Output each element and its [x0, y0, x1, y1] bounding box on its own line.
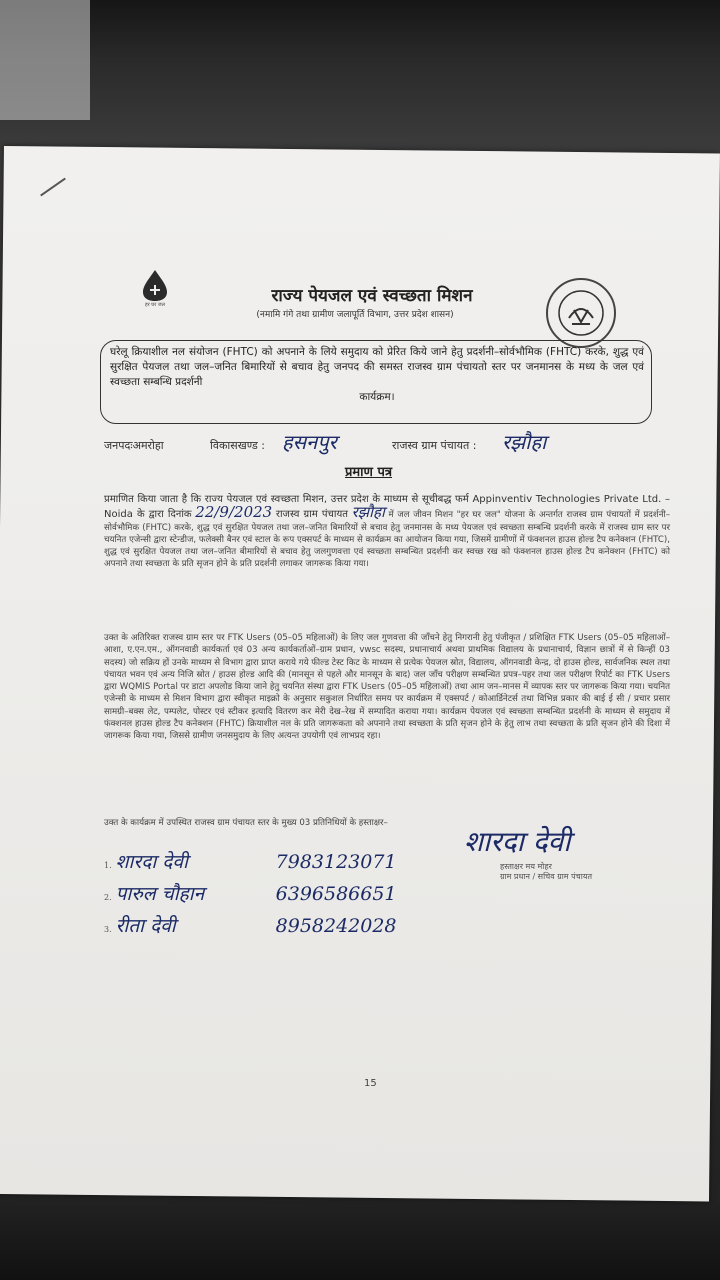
program-description-end: कार्यक्रम। [359, 391, 395, 403]
paragraph-2: उक्त के अतिरिक्त राजस्व ग्राम स्तर पर FTK Users (05–05 महिलाओं) के लिए जल गुणवत्ता की जाँचने हेतु निगरानी हेतु पंजीकृत / प्रशिक्षित FTK Users (05–05 महिलाओं–आशा, ए.एन.एम., ऑगनवाडी कार्यकर्ता एवं 03 अन्य कार्यकर्ताओं–ग्राम प्रधान, vwsc सदस्य, प्रधानाचार्य अथवा प्राथमिक विद्यालय के प्रधानाचार्य, विज्ञान छात्रों में से किन्हीं 03 सदस्य) जो सक्रिय हों उनके माध्यम से विभाग द्वारा प्राप्त कराये गये फील्ड टेस्ट किट के माध्यम से प्रत्येक पेयजल स्रोत, विद्यालय, ऑगनवाडी केन्द्र, दो हाउस होल्ड, सार्वजनिक स्थल तथा पंचायत भवन एवं अन्य निजि स्रोत / हाउस होल्ड आदि की (मानसून से पहले और मानसून के बाद) जल जाँच परीक्षण सम्बन्धित प्रपत्र–पहर तथा जल परीक्षण रिपोर्ट का FTK Users द्वारा WQMIS Portal पर डाटा अपलोड किया जाने हेतु चयनित संस्था द्वारा FTK Users (05–05 महिलाओं) तथा आम जन–मानस में व्यापक स्तर पर जागरूक किया गया। चयनित एजेन्सी के माध्यम से मिशन विभाग द्वारा स्वीकृत माइक्रो के अनुसार सकुशल निर्धारित समय पर कार्यक्रम में एक्सपर्ट / कोआर्डिनेटर्स तथा विभिन्न प्रकार की बाई ई सी / प्रचार प्रसार सामग्री–बक्स लेट, पम्पलेट, पोस्टर एवं स्टीकर इत्यादि वितरण कर मेरी देख–रेख में सम्पादित कराया गया। कार्यक्रम पेयजल एवं स्वच्छता सम्बन्धित प्रदर्शनी के माध्यम से समुदाय में फंक्शनल हाउस होल्ड टैप कनेक्शन (FHTC) क्रियाशील नल के प्रति जागरूकता को अपनाने तथा स्वच्छता के प्रति सृजन होने के हेतु लाभ तथा स्वच्छता के प्रति सृजन होने की दिशा में जागरूक किया गया, जिससे ग्रामीण जनसमुदाय के लिए अत्यन्त उपयोगी एवं लाभप्रद रहा। [104, 633, 670, 742]
document-title: राज्य पेयजल एवं स्वच्छता मिशन [271, 286, 473, 306]
water-drop-icon [128, 268, 182, 302]
background-floor [0, 0, 90, 120]
signatures-label: उक्त के कार्यक्रम में उपस्थित राजस्व ग्राम पंचायत स्तर के मुख्य 03 प्रतिनिधियों के हस्ताक्षर– [104, 818, 388, 828]
program-village: रझौहा [351, 503, 385, 522]
signature-number: 1. [104, 861, 112, 870]
signature-name: पारुल चौहान [115, 883, 205, 905]
page-number: 15 [364, 1078, 377, 1089]
paragraph-1 [104, 494, 670, 571]
stamp-line-2: ग्राम प्रधान / सचिव ग्राम पंचायत [500, 872, 593, 881]
signature-row [104, 912, 397, 938]
gram-panchayat-label: राजस्व ग्राम पंचायत : [392, 439, 477, 452]
signature-row [104, 880, 397, 906]
pradhan-signature: शारदा देवी [464, 825, 571, 858]
stamp-line-1: हस्ताक्षर मय मोहर [500, 862, 552, 871]
official-stamp [500, 862, 600, 882]
paragraph-1-lead: प्रमाणित किया जाता है कि राज्य पेयजल एवं स्वच्छता मिशन, उत्तर प्रदेश के माध्यम से सूचीबद्ध फर्म Appinventiv Technologies Private Ltd. – Noida के द्वारा दिनांक [104, 494, 670, 521]
program-date: 22/9/2023 [195, 503, 273, 522]
vikaskhand-label: विकासखण्ड : [210, 439, 266, 452]
program-description [110, 345, 644, 405]
signature-phone: 6396586651 [275, 883, 397, 905]
signature-row [104, 848, 397, 874]
signature-name: रीता देवी [115, 915, 176, 937]
signature-phone: 7983123071 [275, 851, 397, 873]
gram-panchayat-value: रझौहा [502, 430, 547, 454]
up-government-seal [546, 278, 616, 348]
paragraph-1-mid: राजस्व ग्राम पंचायत [275, 509, 348, 521]
vikaskhand-value: हसनपुर [282, 430, 337, 454]
signature-number: 2. [104, 893, 112, 902]
jal-jeevan-logo [128, 268, 182, 330]
certificate-title: प्रमाण पत्र [345, 465, 393, 480]
signature-phone: 8958242028 [275, 915, 397, 937]
document-subtitle: (नमामि गंगे तथा ग्रामीण जलापूर्ति विभाग, उत्तर प्रदेश शासन) [256, 310, 454, 320]
signature-name: शारदा देवी [115, 851, 188, 873]
program-description-text: घरेलू क्रियाशील नल संयोजन (FHTC) को अपनाने के लिये समुदाय को प्रेरित किये जाने हेतु प्रदर्शनी–सोर्वभौमिक (FHTC) करके, शुद्ध एवं सुरक्षित पेयजल तथा जल–जनित बिमारियों से बचाव हेतु जनपद की समस्त राजस्व ग्राम पंचायतो स्तर पर जनमानस के मध्य के जल एवं स्वच्छता सम्बन्धि प्रदर्शनी [110, 346, 644, 388]
signature-number: 3. [104, 925, 112, 934]
janpad-label: जनपदःअमरोहा [104, 439, 164, 452]
logo-caption: हर घर जल [145, 302, 165, 308]
emblem-icon [556, 288, 606, 338]
paragraph-1-rest: में जल जीवन मिशन "हर घर जल" योजना के अन्तर्गत राजस्व ग्राम पंचायतों में प्रदर्शनी–सोर्वभौमिक (FHTC) करके, शुद्ध एवं सुरक्षित पेयजल तथा जल–जनित बिमारियों से बचाव हेतु जनमानस के मध्य पेयजल एवं स्वच्छता सम्बन्धि प्रदर्शनी करके में राजस्व ग्राम स्तर पर चयनित एजेन्सी द्वारा स्टेन्डीज, फलेक्सी बैनर एवं स्टाल के रूप एक्सपर्ट के माध्यम से कार्यक्रम का आयोजन किया गया, जिसमें ग्रामीणों में फंक्शनल हाउस होल्ड टैप कनेक्शन (FHTC), शुद्ध एवं सुरक्षित पेयजल तथा जल–जनित बीमारियों से बचाव हेतु जलगुणवत्ता एवं स्वच्छता सम्बन्धित प्रदर्शनी कर स्वच्छ रख को फंक्शनल हाउस होल्ड टैप कनेक्शन (FHTC) को अपनाने तथा स्वच्छता के प्रति सृजन होने के प्रति प्रदर्शनी लगाकर जागरूक किया गया। [104, 510, 670, 570]
